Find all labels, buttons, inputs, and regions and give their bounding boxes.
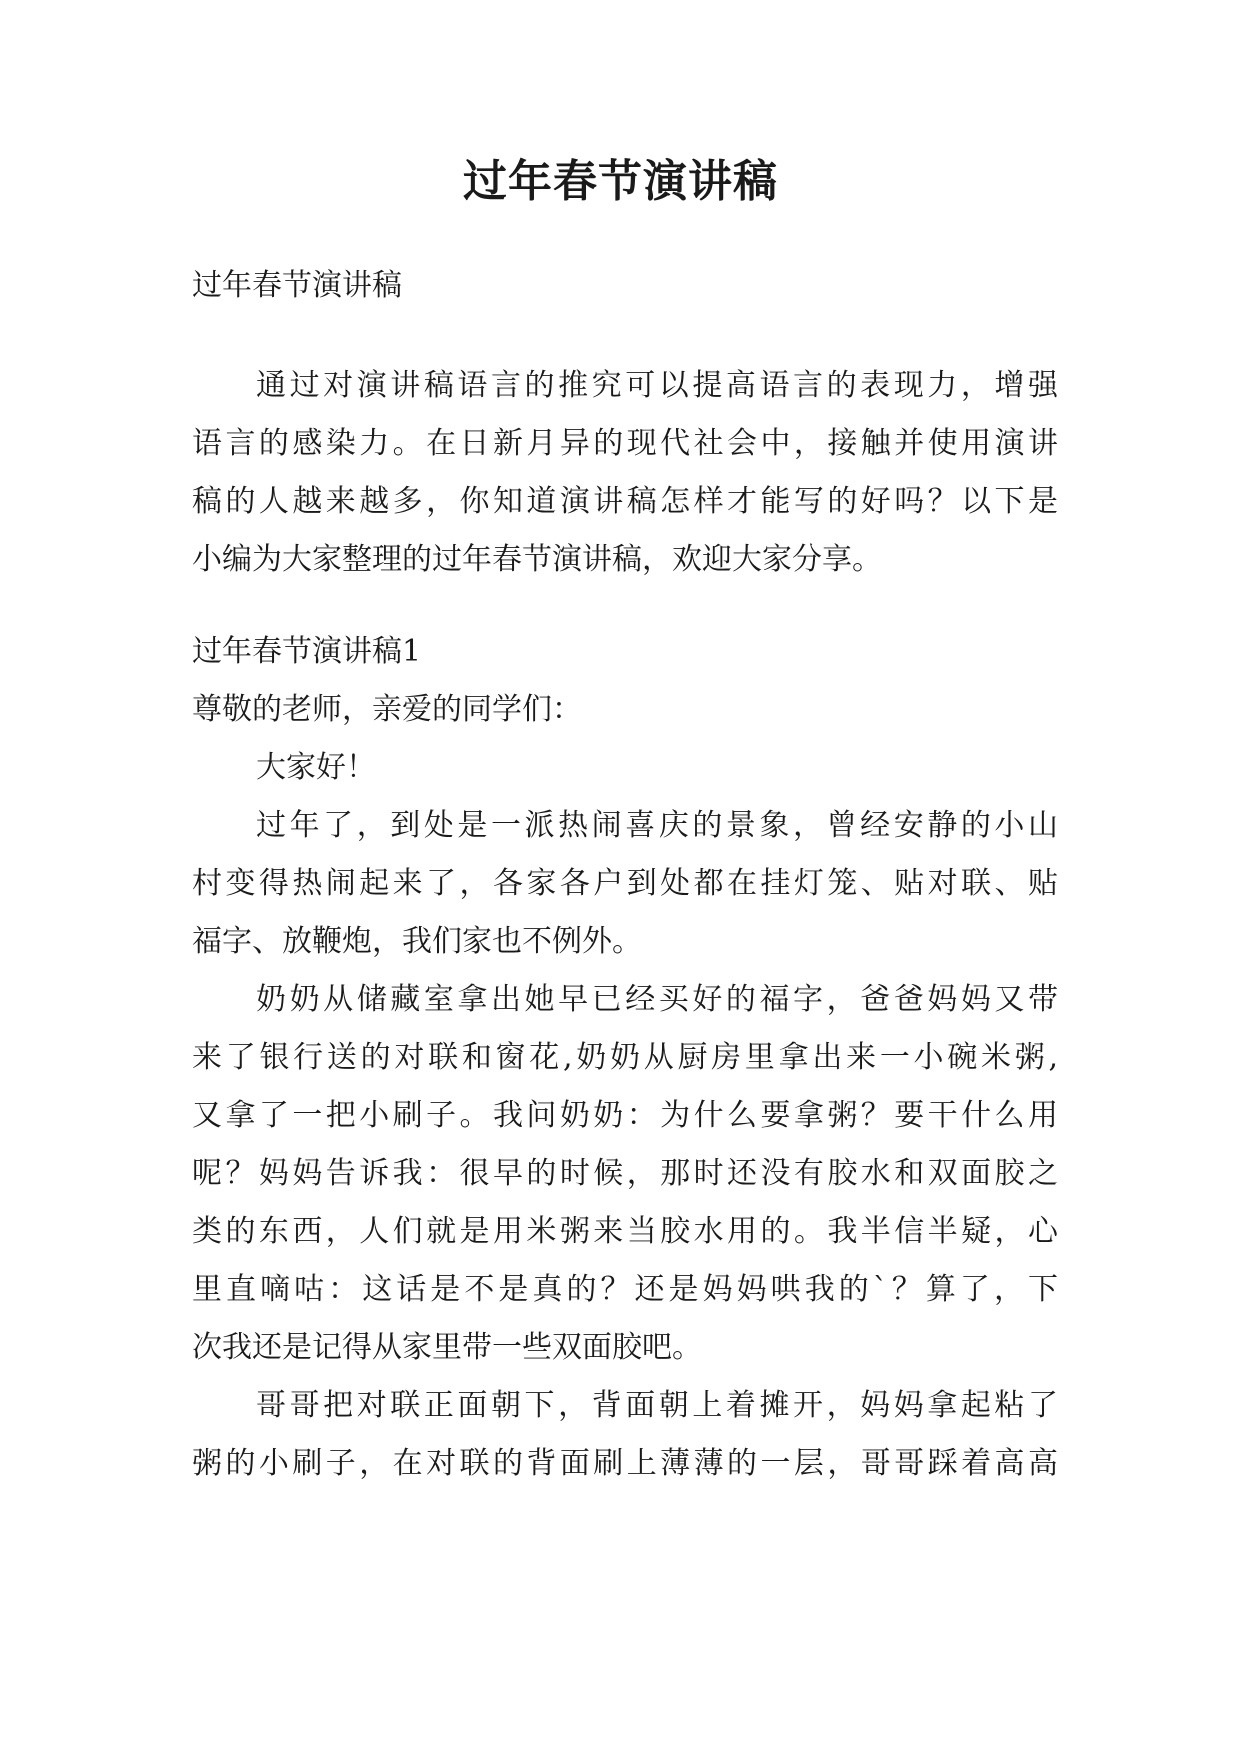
paragraph3-line-1: 哥哥把对联正面朝下，背面朝上着摊开，妈妈拿起粘了	[256, 1388, 1058, 1423]
intro-line-1: 通过对演讲稿语言的推究可以提高语言的表现力，增强	[256, 368, 1058, 403]
paragraph3-line-2: 粥的小刷子，在对联的背面刷上薄薄的一层，哥哥踩着高高	[192, 1446, 1058, 1481]
paragraph2-line-1: 奶奶从储藏室拿出她早已经买好的福字，爸爸妈妈又带	[256, 982, 1058, 1017]
paragraph2-line-6: 里直嘀咕：这话是不是真的？还是妈妈哄我的`？算了，下	[192, 1272, 1058, 1307]
intro-line-4: 小编为大家整理的过年春节演讲稿，欢迎大家分享。	[192, 542, 882, 577]
paragraph2-line-2: 来了银行送的对联和窗花,奶奶从厨房里拿出来一小碗米粥,	[192, 1040, 1058, 1075]
document-title: 过年春节演讲稿	[463, 156, 778, 207]
paragraph2-line-3: 又拿了一把小刷子。我问奶奶：为什么要拿粥？要干什么用	[192, 1098, 1058, 1133]
greeting: 大家好！	[256, 750, 376, 785]
paragraph2-line-7: 次我还是记得从家里带一些双面胶吧。	[192, 1330, 702, 1365]
section-heading: 过年春节演讲稿1	[192, 634, 422, 669]
paragraph1-line-1: 过年了，到处是一派热闹喜庆的景象，曾经安静的小山	[256, 808, 1058, 843]
paragraph2-line-4: 呢？妈妈告诉我：很早的时候，那时还没有胶水和双面胶之	[192, 1156, 1058, 1191]
subtitle: 过年春节演讲稿	[192, 268, 402, 303]
paragraph1-line-2: 村变得热闹起来了，各家各户到处都在挂灯笼、贴对联、贴	[192, 866, 1058, 901]
paragraph2-line-5: 类的东西，人们就是用米粥来当胶水用的。我半信半疑，心	[192, 1214, 1058, 1249]
intro-line-2: 语言的感染力。在日新月异的现代社会中，接触并使用演讲	[192, 426, 1058, 461]
intro-line-3: 稿的人越来越多，你知道演讲稿怎样才能写的好吗？以下是	[192, 484, 1058, 519]
paragraph1-line-3: 福字、放鞭炮，我们家也不例外。	[192, 924, 642, 959]
salutation: 尊敬的老师，亲爱的同学们：	[192, 692, 582, 727]
